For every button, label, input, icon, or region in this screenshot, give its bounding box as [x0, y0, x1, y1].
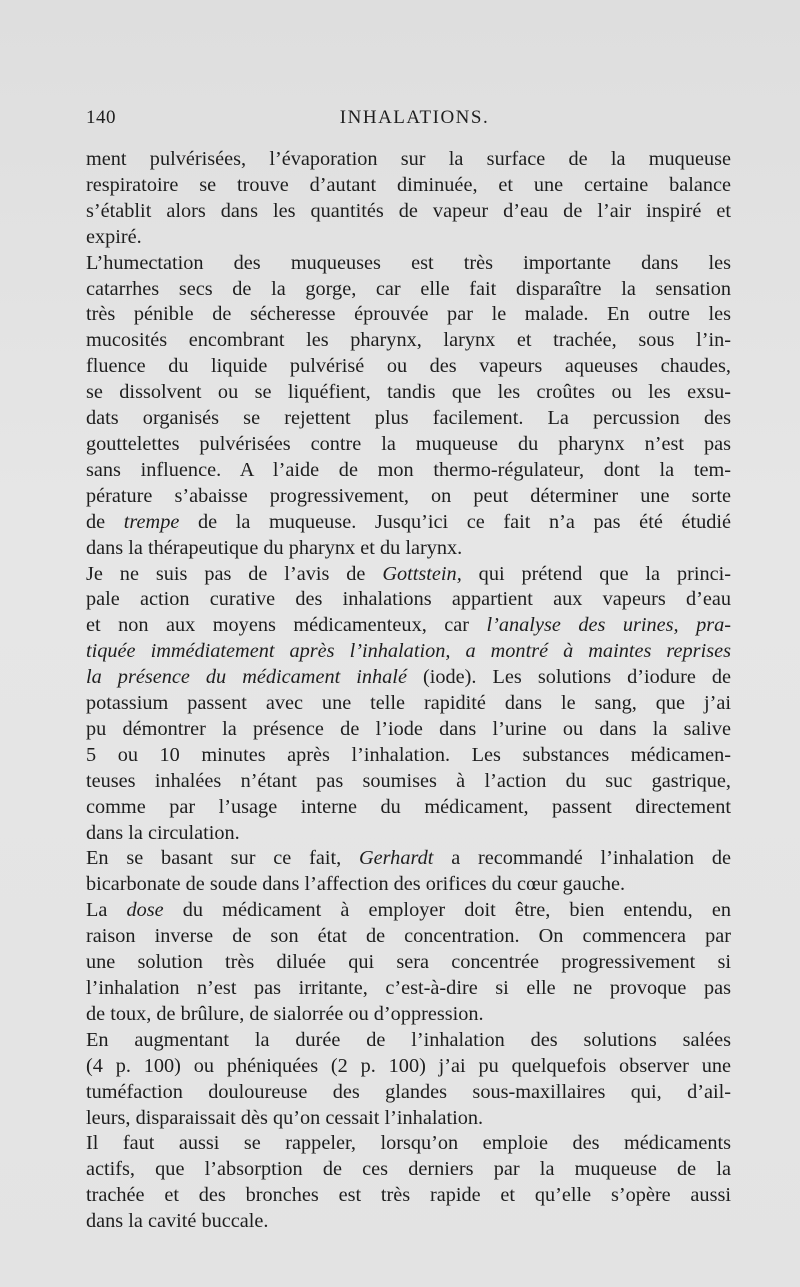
text-line [86, 562, 731, 588]
text-segment: catarrhes secs de la gorge, car elle fait disparaître la sensation [86, 277, 731, 300]
text-segment: mucosités encombrant les pharynx, larynx et trachée, sous l’in- [86, 329, 731, 352]
italic-text: dose [126, 899, 164, 922]
paragraph [86, 562, 731, 847]
text-line [86, 1054, 731, 1080]
text-segment: du médicament à employer doit être, bien entendu, en [163, 899, 731, 922]
text-line [86, 665, 731, 691]
text-segment: pale action curative des inhalations appartient aux vapeurs d’eau [86, 588, 731, 611]
text-line [86, 1157, 731, 1183]
text-segment: fluence du liquide pulvérisé ou des vapeurs aqueuses chaudes, [86, 355, 731, 378]
text-segment: dans la cavité buccale. [86, 1210, 269, 1233]
text-segment: teuses inhalées n’étant pas soumises à l’action du suc gastrique, [86, 769, 731, 792]
text-line [86, 328, 731, 354]
text-line [86, 1028, 731, 1054]
text-line [86, 898, 731, 924]
text-line [86, 432, 731, 458]
text-line [86, 380, 731, 406]
text-segment: très pénible de sécheresse éprouvée par le malade. En outre les [86, 303, 731, 326]
text-segment: gouttelettes pulvérisées contre la muqueuse du pharynx n’est pas [86, 432, 731, 455]
text-segment: En augmentant la durée de l’inhalation des solutions salées [86, 1028, 731, 1051]
text-line [86, 795, 731, 821]
text-segment: expiré. [86, 225, 142, 248]
text-line [86, 302, 731, 328]
text-segment: dans la thérapeutique du pharynx et du larynx. [86, 536, 463, 559]
text-line [86, 872, 731, 898]
text-line [86, 821, 731, 847]
text-line [86, 924, 731, 950]
text-line [86, 251, 731, 277]
text-line [86, 1002, 731, 1028]
text-line [86, 846, 731, 872]
text-line [86, 769, 731, 795]
text-segment: de [86, 510, 124, 533]
text-line [86, 510, 731, 536]
text-segment: respiratoire se trouve d’autant diminuée, et une certaine balance [86, 173, 731, 196]
paragraph [86, 1131, 731, 1235]
body-text [86, 147, 731, 1235]
paragraph [86, 147, 731, 251]
text-line [86, 277, 731, 303]
text-segment: s’établit alors dans les quantités de vapeur d’eau de l’air inspiré et [86, 199, 731, 222]
text-segment: et non aux moyens médicamenteux, car [86, 614, 487, 637]
text-line [86, 225, 731, 251]
text-segment: dats organisés se rejettent plus facilement. La percussion des [86, 407, 731, 430]
text-line [86, 199, 731, 225]
text-line [86, 691, 731, 717]
text-segment: raison inverse de son état de concentration. On commencera par [86, 925, 731, 948]
text-segment: La [86, 899, 127, 922]
text-segment: une solution très diluée qui sera concentrée progressivement si [86, 951, 731, 974]
text-line [86, 743, 731, 769]
text-segment: L’humectation des muqueuses est très importante dans les [86, 251, 731, 274]
text-line [86, 536, 731, 562]
text-line [86, 613, 731, 639]
text-segment: sans influence. A l’aide de mon thermo-régulateur, dont la tem- [86, 458, 731, 481]
text-segment: 5 ou 10 minutes après l’inhalation. Les substances médicamen- [86, 743, 731, 766]
italic-text: Gerhardt [359, 847, 434, 870]
text-segment: dans la circulation. [86, 821, 240, 844]
page-number: 140 [86, 107, 116, 128]
text-segment: de toux, de brûlure, de sialorrée ou d’oppression. [86, 1002, 484, 1025]
text-segment: En se basant sur ce fait, [86, 847, 359, 870]
text-line [86, 458, 731, 484]
page-header [86, 107, 731, 133]
text-line [86, 950, 731, 976]
text-line [86, 406, 731, 432]
text-line [86, 1183, 731, 1209]
text-line [86, 639, 731, 665]
italic-text: la présence du médicament inhalé [86, 666, 407, 689]
text-line [86, 1131, 731, 1157]
italic-text: tiquée immédiatement après l’inhalation, a montré à maintes reprises [86, 640, 731, 663]
text-segment: leurs, disparaissait dès qu’on cessait l’inhalation. [86, 1106, 484, 1129]
text-segment: a recommandé l’inhalation de [433, 847, 731, 870]
text-line [86, 173, 731, 199]
paragraph [86, 846, 731, 898]
text-line [86, 1080, 731, 1106]
text-segment: actifs, que l’absorption de ces derniers par la muqueuse de la [86, 1158, 731, 1181]
text-segment: potassium passent avec une telle rapidité dans le sang, que j’ai [86, 692, 731, 715]
text-segment: l’inhalation n’est pas irritante, c’est-à-dire si elle ne provoque pas [86, 977, 731, 999]
text-segment: de la muqueuse. Jusqu’ici ce fait n’a pas été étudié [179, 510, 731, 533]
text-line [86, 354, 731, 380]
text-segment: comme par l’usage interne du médicament, passent directement [86, 795, 731, 818]
text-line [86, 976, 731, 1002]
text-line [86, 717, 731, 743]
text-line [86, 1209, 731, 1235]
text-segment: (4 p. 100) ou phéniquées (2 p. 100) j’ai pu quelquefois observer une [86, 1054, 731, 1077]
text-line [86, 147, 731, 173]
text-segment: ment pulvérisées, l’évaporation sur la surface de la muqueuse [86, 148, 731, 170]
italic-text: l’analyse des urines, pra- [486, 614, 731, 637]
text-segment: pérature s’abaisse progressivement, on peut déterminer une sorte [86, 484, 731, 507]
text-segment: bicarbonate de soude dans l’affection des orifices du cœur gauche. [86, 873, 626, 896]
text-segment: (iode). Les solutions d’iodure de [406, 666, 731, 689]
text-segment: Je ne suis pas de l’avis de [86, 562, 383, 585]
paragraph [86, 1028, 731, 1132]
text-line [86, 484, 731, 510]
text-line [86, 1106, 731, 1132]
running-title: INHALATIONS. [339, 107, 490, 128]
text-line [86, 587, 731, 613]
paragraph [86, 898, 731, 1028]
text-segment: tuméfaction douloureuse des glandes sous-maxillaires qui, d’ail- [86, 1080, 731, 1103]
italic-text: Gottstein, [382, 562, 462, 585]
paragraph [86, 251, 731, 562]
italic-text: trempe [123, 510, 180, 533]
text-segment: trachée et des bronches est très rapide et qu’elle s’opère aussi [86, 1184, 731, 1207]
text-segment: pu démontrer la présence de l’iode dans l’urine ou dans la salive [86, 717, 731, 740]
text-segment: qui prétend que la princi- [461, 562, 732, 585]
text-segment: Il faut aussi se rappeler, lorsqu’on emploie des médicaments [86, 1132, 731, 1155]
text-segment: se dissolvent ou se liquéfient, tandis que les croûtes ou les exsu- [86, 381, 731, 404]
